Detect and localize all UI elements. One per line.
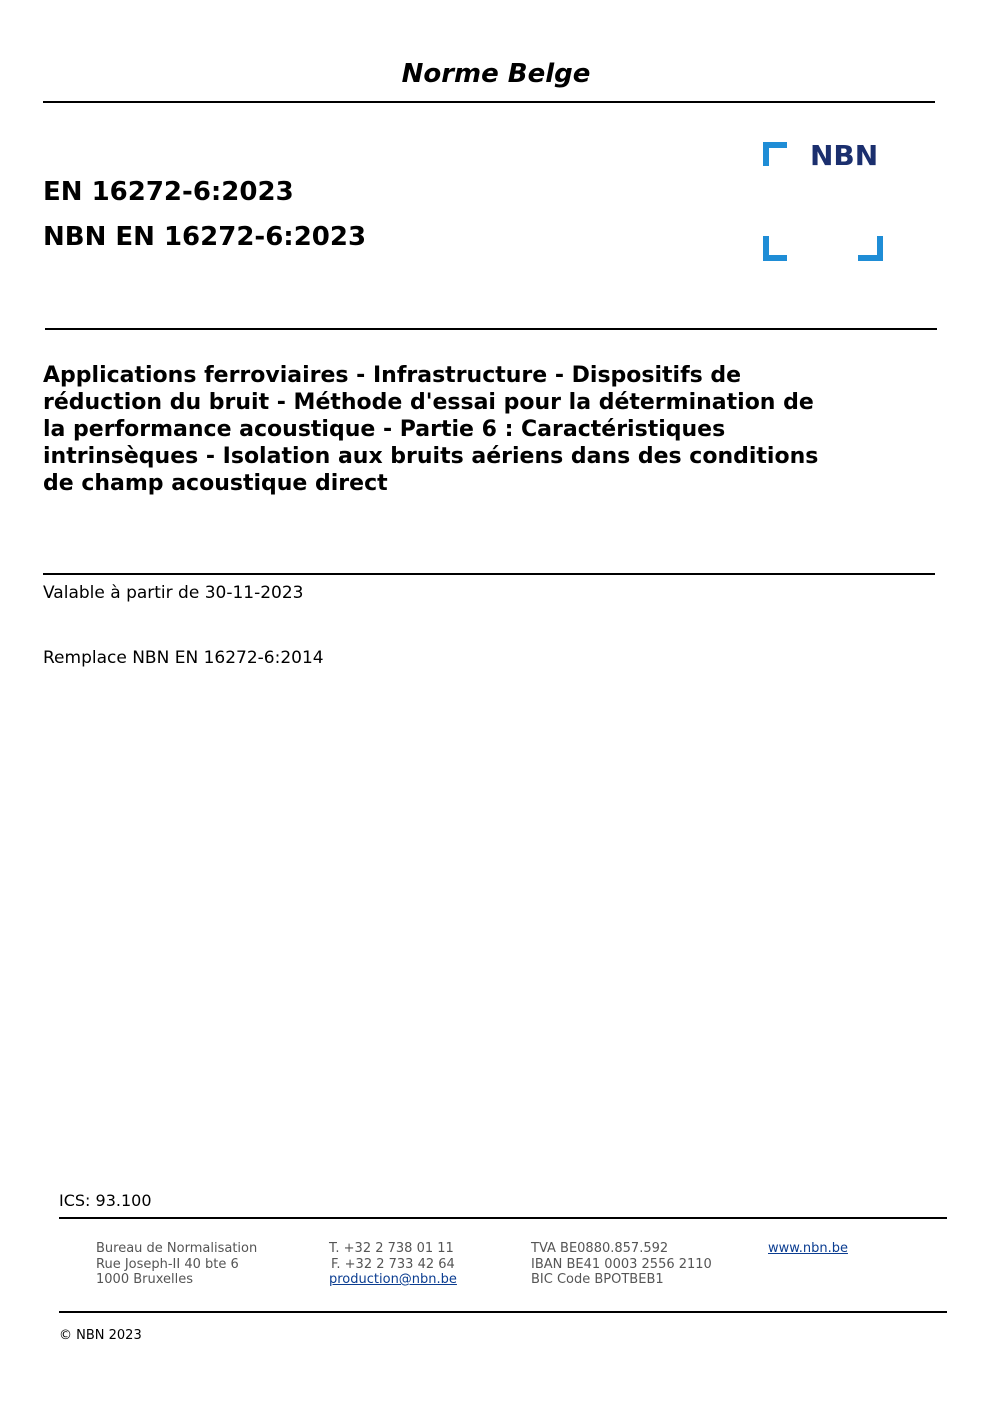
tva-number: TVA BE0880.857.592 — [531, 1241, 669, 1256]
footer-contact — [329, 1241, 457, 1288]
header-divider — [43, 101, 935, 103]
standard-code-nbn: NBN EN 16272-6:2023 — [43, 222, 367, 252]
iban-number: IBAN BE41 0003 2556 2110 — [531, 1256, 712, 1272]
footer-address — [96, 1241, 257, 1288]
validity-date: Valable à partir de 30-11-2023 — [43, 583, 304, 603]
document-title-line: réduction du bruit - Méthode d'essai pour la détermination de — [43, 390, 814, 415]
footer-divider-top — [59, 1217, 947, 1219]
footer-divider-bottom — [59, 1311, 947, 1313]
replaces-standard: Remplace NBN EN 16272-6:2014 — [43, 648, 324, 668]
address-line: 1000 Bruxelles — [96, 1272, 194, 1287]
fax-number: F. +32 2 733 42 64 — [331, 1256, 455, 1272]
title-divider-top — [45, 328, 937, 330]
bic-code: BIC Code BPOTBEB1 — [531, 1272, 664, 1287]
email-link[interactable]: production@nbn.be — [329, 1272, 457, 1287]
address-line: Bureau de Normalisation — [96, 1241, 258, 1256]
page-header-title: Norme Belge — [401, 59, 591, 89]
document-title-line: intrinsèques - Isolation aux bruits aériens dans des conditions — [43, 444, 819, 469]
logo-text: NBN — [810, 139, 879, 172]
document-title-line: de champ acoustique direct — [43, 471, 388, 496]
title-divider-bottom — [43, 573, 935, 575]
document-title-line: la performance acoustique - Partie 6 : Caractéristiques — [43, 417, 726, 442]
address-line: Rue Joseph-II 40 bte 6 — [96, 1256, 239, 1272]
phone-number: T. +32 2 738 01 11 — [329, 1241, 454, 1256]
document-title — [43, 362, 903, 497]
copyright-notice: © NBN 2023 — [59, 1328, 142, 1343]
footer-web — [768, 1241, 848, 1257]
document-title-line: Applications ferroviaires - Infrastructure - Dispositifs de — [43, 363, 742, 388]
website-link[interactable]: www.nbn.be — [768, 1241, 848, 1256]
ics-code: ICS: 93.100 — [59, 1191, 152, 1210]
footer-banking — [531, 1241, 712, 1288]
standard-code-en: EN 16272-6:2023 — [43, 177, 294, 207]
nbn-logo — [760, 138, 890, 266]
